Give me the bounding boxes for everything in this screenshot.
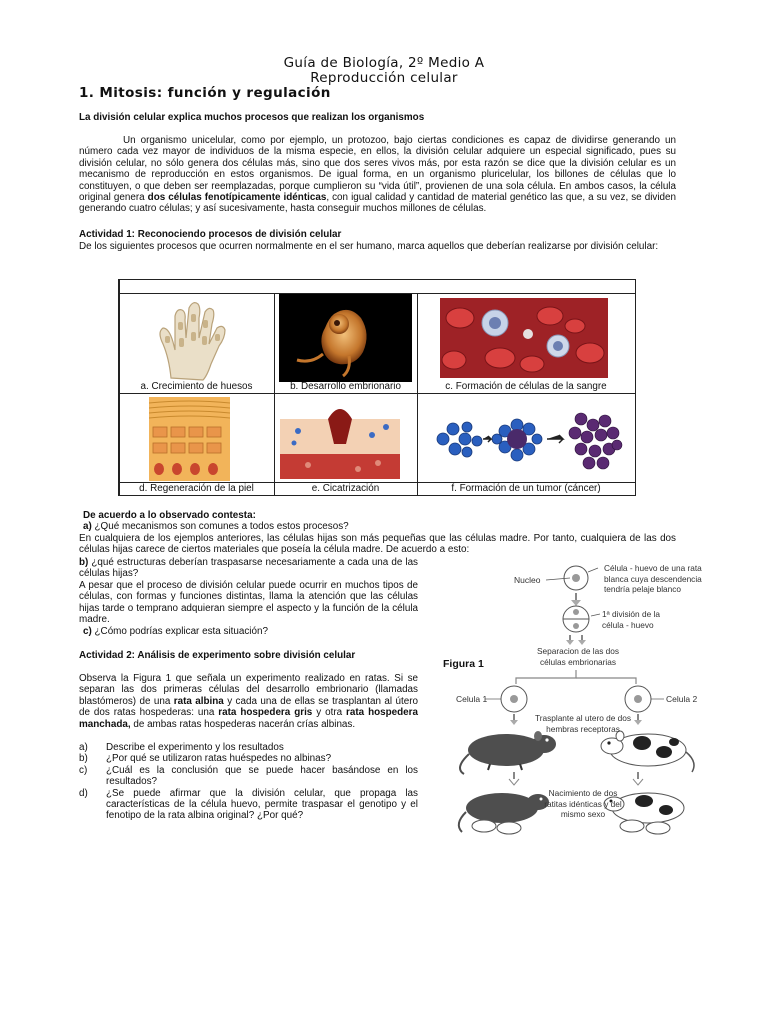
page-subtitle: Reproducción celular (310, 70, 458, 86)
intro-heading: La división celular explica muchos procesos que realizan los organismos (79, 112, 425, 123)
skin-layers-image (149, 397, 230, 481)
figure1-diagram (450, 560, 700, 840)
question-a (83, 521, 680, 532)
question-text: ¿Cuál es la conclusión que se puede hacer basándose en los resultados? (106, 764, 418, 788)
item-b-label: b. Desarrollo embrionario (290, 381, 401, 392)
activity2-text-3: y otra (312, 707, 347, 719)
nacimiento-label: Nacimiento de dos ratitas idénticas y del mismo sexo (544, 788, 622, 819)
hospedera-manchada-text: rata hospedera manchada, (79, 707, 419, 730)
question-c-letter: c) (83, 626, 92, 637)
activity1-instruction: De los siguientes procesos que ocurren normalmente en el ser humano, marca aquellos que deberían realizarse por división celular: (79, 241, 659, 252)
follow-heading: De acuerdo a lo observado contesta: (83, 510, 256, 521)
page-title: Guía de Biología, 2º Medio A (283, 55, 485, 71)
section-heading: 1. Mitosis: función y regulación (79, 85, 331, 101)
question-b-letter: b) (79, 557, 89, 568)
item-c-label: c. Formación de células de la sangre (445, 381, 607, 392)
activity2-heading: Actividad 2: Análisis de experimento sobre división celular (79, 650, 356, 661)
primera-division-label: 1ª división de la célula - huevo (602, 609, 660, 630)
nucleo-label: Nucleo (514, 575, 541, 585)
activity1-heading: Actividad 1: Reconociendo procesos de división celular (79, 229, 342, 240)
question-b (79, 557, 418, 580)
para-b: A pesar que el proceso de división celular puede ocurrir en muchos tipos de células, con formas y funciones distintas, llama la atención que las células hijas tarde o temprano adquieran siempre el aspecto y la función de la célula madre. (79, 580, 418, 626)
hand-bones-image (141, 298, 251, 384)
item-e-label: e. Cicatrización (311, 483, 380, 494)
separacion-label: Separacion de las dos células embrionarias (536, 646, 620, 667)
question-text: ¿Por qué se utilizaron ratas huéspedes no albinas? (106, 753, 332, 765)
question-item (79, 742, 418, 753)
question-c (83, 626, 422, 637)
trasplante-label: Trasplante al utero de dos hembras receptoras (534, 713, 632, 734)
question-text: ¿Se puede afirmar que la división celular, que propaga las características de la célula huevo, permite traspasar el genotipo y el fenotipo de la rata albina original? ¿Por qué? (106, 787, 418, 822)
rata-albina-text: rata albina (173, 695, 224, 707)
intro-paragraph (79, 135, 676, 215)
question-letter: d) (79, 787, 88, 799)
hospedera-gris-text: rata hospedera gris (218, 707, 313, 719)
item-f-label: f. Formación de un tumor (cáncer) (451, 483, 601, 494)
figure1-label: Figura 1 (443, 658, 484, 670)
question-letter: b) (79, 753, 88, 765)
wound-healing-image (268, 399, 413, 479)
question-c-text: ¿Cómo podrías explicar esta situación? (91, 626, 268, 637)
question-item (79, 765, 418, 788)
question-a-text: ¿Qué mecanismos son comunes a todos estos procesos? (91, 521, 349, 532)
activity2-text-4: de ambas ratas hospederas nacerán crías albinas. (130, 718, 356, 730)
question-item (79, 753, 418, 764)
question-a-letter: a) (83, 521, 92, 532)
question-item (79, 788, 418, 822)
celula2-label: Celula 2 (666, 694, 698, 704)
intro-text: Un organismo unicelular, como por ejemplo, un protozoo, bajo ciertas condiciones es capaz de dividirse generando un número cada vez mayor de individuos de la misma especie, en ellos, la división celular adquiere un especial significado, pues su división celular, no sólo genera dos células más, sino que dos seres vivos más, por esta razón se dice que la división celular es un mecanismo de reproducción en estos organismos. De igual forma, en un organismo pluricelular, los billones de células que lo constituyen, o que deben ser reemplazadas, porque cumplieron su “vida útil”, provienen de una sola célula. En ambos casos, la célula original genera (79, 135, 676, 204)
activity2-questions (79, 742, 418, 822)
question-letter: a) (79, 742, 88, 753)
question-b-text: ¿qué estructuras deberían traspasarse necesariamente a cada una de las células hijas? (79, 557, 418, 580)
item-d-label: d. Regeneración de la piel (139, 483, 254, 494)
activity2-paragraph (79, 673, 418, 730)
activity2-text-2: y cada una de ellas se trasplantan al útero de dos ratas hospederas: una (79, 695, 418, 719)
process-images-table (118, 279, 636, 496)
blood-cells-image (440, 298, 608, 378)
item-a-label: a. Crecimiento de huesos (140, 381, 253, 392)
question-letter: c) (79, 764, 88, 776)
activity2-text-1: Observa la Figura 1 que señala un experimento realizado en ratas. Si se separan las dos primeras células del desarrollo embrionario (llamadas blastómeros) de una (79, 673, 418, 707)
question-text: Describe el experimento y los resultados (106, 742, 284, 753)
intro-text-end: , con igual calidad y cantidad de material genético las que, a su vez, se dividen generando cuatro células; y así sucesivamente, hasta conseguir muchos millones de células. (79, 192, 676, 215)
celula-huevo-label: Célula - huevo de una rata blanca cuya descendencia tendría pelaje blanco (604, 563, 702, 594)
celula1-label: Celula 1 (456, 694, 488, 704)
para-a: En cualquiera de los ejemplos anteriores, las células hijas son más pequeñas que las células madre. Por tanto, cualquiera de las dos células hijas carece de ciertos materiales que poseía la célula madre. De acuerdo a esto: (79, 533, 676, 556)
tumor-cells-image (431, 399, 627, 479)
intro-bold-text: dos células fenotípicamente idénticas (147, 192, 327, 204)
embryo-image (279, 294, 412, 382)
